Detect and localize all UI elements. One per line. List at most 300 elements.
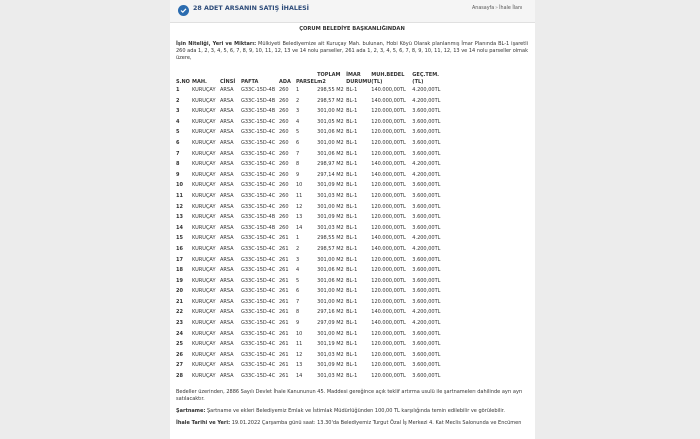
table-cell: 120.000,00TL <box>371 288 406 295</box>
table-cell: ARSA <box>220 288 234 295</box>
table-cell: ARSA <box>220 118 234 125</box>
column-header-line: ADA <box>279 78 291 85</box>
table-cell: 120.000,00TL <box>371 192 406 199</box>
table-cell: ARSA <box>220 235 234 242</box>
table-cell: KURUÇAY <box>192 267 216 274</box>
table-cell: 11 <box>296 192 303 199</box>
table-cell: 260 <box>279 87 289 93</box>
table-cell: KURUÇAY <box>192 129 216 136</box>
table-row <box>176 339 452 350</box>
table-cell: BL-1 <box>346 330 358 337</box>
table-cell: 140.000,00TL <box>371 235 406 242</box>
table-cell: 9 <box>296 171 300 178</box>
table-row <box>176 307 452 318</box>
table-cell: 9 <box>296 320 300 327</box>
table-row <box>176 233 452 244</box>
intro-text: Mülkiyeti Belediyemize ait Kuruçay Mah. bulunan, Hobi Köyü Olarak planlanmış İmar Planında BL-1 işaretli 260 ada 1, 2, 3, 4, 5, 6, 7, 8, 9, 10, 11, 12, 13 ve 14 nolu parseller, 261 ada 1, 2, 3, 4, 5, 6, 7, 8, 9, 10, 11, 12, 13 ve 14 nolu parseller olmak üzere, <box>176 41 528 61</box>
table-cell: 120.000,00TL <box>371 203 406 210</box>
column-header <box>176 72 192 85</box>
table-cell: BL-1 <box>346 320 358 327</box>
table-cell: KURUÇAY <box>192 320 216 327</box>
table-row <box>176 212 452 223</box>
table-cell: 140.000,00TL <box>371 171 406 178</box>
page-title: 28 ADET ARSANIN SATIŞ İHALESİ <box>193 5 310 12</box>
table-cell: 261 <box>279 298 289 305</box>
table-cell: 261 <box>279 362 289 369</box>
table-cell: 1 <box>176 87 180 93</box>
table-cell: 120.000,00TL <box>371 214 406 221</box>
table-cell: 3.600,00TL <box>412 267 441 274</box>
table-cell: 140.000,00TL <box>371 161 406 168</box>
announcement-footer <box>176 389 528 432</box>
table-cell: 3.600,00TL <box>412 288 441 295</box>
table-cell: ARSA <box>220 245 234 252</box>
table-row <box>176 170 452 181</box>
column-header <box>241 72 279 85</box>
table-cell: 3.600,00TL <box>412 298 441 305</box>
table-cell: 298,55 M2 <box>317 235 344 242</box>
column-header <box>220 72 241 85</box>
table-cell: 301,00 M2 <box>317 139 344 146</box>
table-cell: KURUÇAY <box>192 277 216 284</box>
table-cell: 120.000,00TL <box>371 224 406 231</box>
table-cell: KURUÇAY <box>192 171 216 178</box>
table-cell: 260 <box>279 192 289 199</box>
column-header <box>279 72 296 85</box>
table-row <box>176 96 452 107</box>
table-cell: 298,55 M2 <box>317 87 344 93</box>
table-cell: 261 <box>279 341 289 348</box>
column-header <box>317 72 346 85</box>
table-cell: 298,57 M2 <box>317 245 344 252</box>
table-cell: G33C-15D-4C <box>241 182 276 189</box>
spec-label: Şartname: <box>176 408 206 414</box>
table-cell: 261 <box>279 245 289 252</box>
table-cell: BL-1 <box>346 150 358 157</box>
table-cell: 14 <box>296 373 303 380</box>
table-cell: 260 <box>279 214 289 221</box>
table-cell: 8 <box>296 309 300 316</box>
table-cell: 24 <box>176 330 183 337</box>
table-row <box>176 297 452 308</box>
table-cell: BL-1 <box>346 245 358 252</box>
table-row <box>176 318 452 329</box>
table-cell: 301,05 M2 <box>317 118 344 125</box>
table-cell: 7 <box>176 150 180 157</box>
table-cell: KURUÇAY <box>192 97 216 104</box>
table-cell: ARSA <box>220 309 234 316</box>
table-cell: 140.000,00TL <box>371 309 406 316</box>
table-row <box>176 329 452 340</box>
table-cell: KURUÇAY <box>192 118 216 125</box>
table-cell: G33C-15D-4C <box>241 277 276 284</box>
table-cell: 16 <box>176 245 183 252</box>
table-cell: 28 <box>176 373 183 380</box>
table-cell: 21 <box>176 298 183 305</box>
table-cell: 120.000,00TL <box>371 150 406 157</box>
table-cell: 22 <box>176 309 183 316</box>
table-cell: 301,06 M2 <box>317 277 344 284</box>
table-row <box>176 85 452 96</box>
table-cell: G33C-15D-4C <box>241 192 276 199</box>
table-cell: BL-1 <box>346 309 358 316</box>
column-header-line: DURUMU <box>346 78 372 85</box>
table-cell: 13 <box>296 362 303 369</box>
breadcrumb-home-link[interactable]: Anasayfa <box>472 6 495 11</box>
table-cell: G33C-15D-4C <box>241 118 276 125</box>
table-row <box>176 244 452 255</box>
table-cell: 20 <box>176 288 183 295</box>
column-header-line: İMAR <box>346 72 361 78</box>
table-cell: BL-1 <box>346 203 358 210</box>
table-cell: G33C-15D-4C <box>241 139 276 146</box>
table-cell: 4 <box>296 118 300 125</box>
table-cell: G33C-15D-4C <box>241 309 276 316</box>
table-cell: KURUÇAY <box>192 362 216 369</box>
table-cell: 4.200,00TL <box>412 235 441 242</box>
column-header-line: m2 <box>317 78 326 85</box>
table-cell: KURUÇAY <box>192 108 216 115</box>
table-cell: 301,09 M2 <box>317 214 344 221</box>
table-cell: 3.600,00TL <box>412 192 441 199</box>
table-cell: KURUÇAY <box>192 298 216 305</box>
table-header-row <box>176 72 452 85</box>
table-cell: 140.000,00TL <box>371 97 406 104</box>
table-cell: ARSA <box>220 373 234 380</box>
table-cell: ARSA <box>220 139 234 146</box>
table-cell: G33C-15D-4C <box>241 203 276 210</box>
table-row <box>176 191 452 202</box>
table-cell: 301,09 M2 <box>317 182 344 189</box>
table-cell: BL-1 <box>346 171 358 178</box>
table-cell: 260 <box>279 161 289 168</box>
table-cell: 3.600,00TL <box>412 330 441 337</box>
table-row <box>176 127 452 138</box>
table-cell: 2 <box>296 245 300 252</box>
table-cell: BL-1 <box>346 288 358 295</box>
table-cell: KURUÇAY <box>192 139 216 146</box>
table-cell: ARSA <box>220 203 234 210</box>
column-header-line: MAH. <box>192 78 207 85</box>
announcement-icon <box>178 5 189 16</box>
table-cell: 260 <box>279 97 289 104</box>
table-cell: 26 <box>176 351 183 358</box>
table-cell: 12 <box>176 203 183 210</box>
table-cell: 120.000,00TL <box>371 362 406 369</box>
column-header-line: PARSEL <box>296 78 318 85</box>
table-cell: BL-1 <box>346 256 358 263</box>
table-cell: 140.000,00TL <box>371 320 406 327</box>
organization-heading: ÇORUM BELEDİYE BAŞKANLIĞINDAN <box>299 26 405 32</box>
table-cell: 4.200,00TL <box>412 171 441 178</box>
table-cell: 17 <box>176 256 183 263</box>
table-cell: 261 <box>279 330 289 337</box>
table-cell: G33C-15D-4B <box>241 87 276 93</box>
column-header <box>371 72 412 85</box>
table-cell: BL-1 <box>346 277 358 284</box>
table-cell: 261 <box>279 351 289 358</box>
table-cell: BL-1 <box>346 341 358 348</box>
table-cell: 10 <box>296 182 303 189</box>
table-cell: 301,03 M2 <box>317 192 344 199</box>
table-cell: 4.200,00TL <box>412 309 441 316</box>
table-cell: 12 <box>296 351 303 358</box>
table-cell: 3.600,00TL <box>412 341 441 348</box>
table-cell: 3.600,00TL <box>412 224 441 231</box>
breadcrumb-current[interactable]: İhale İlanı <box>499 6 523 11</box>
table-cell: 8 <box>176 161 180 168</box>
table-cell: 14 <box>296 224 303 231</box>
table-cell: BL-1 <box>346 224 358 231</box>
table-cell: 10 <box>176 182 183 189</box>
table-cell: 260 <box>279 139 289 146</box>
table-cell: 120.000,00TL <box>371 267 406 274</box>
table-cell: 140.000,00TL <box>371 87 406 93</box>
table-cell: BL-1 <box>346 161 358 168</box>
table-cell: 3.600,00TL <box>412 118 441 125</box>
table-cell: 301,19 M2 <box>317 341 344 348</box>
table-cell: 6 <box>296 139 300 146</box>
table-cell: 120.000,00TL <box>371 182 406 189</box>
table-body <box>176 85 452 382</box>
date-paragraph <box>176 420 528 427</box>
table-row <box>176 350 452 361</box>
table-cell: 260 <box>279 108 289 115</box>
table-cell: KURUÇAY <box>192 330 216 337</box>
table-cell: G33C-15D-4C <box>241 235 276 242</box>
table-cell: 120.000,00TL <box>371 351 406 358</box>
table-cell: BL-1 <box>346 298 358 305</box>
table-cell: 23 <box>176 320 183 327</box>
column-header-line: PAFTA <box>241 78 259 85</box>
announcement-body <box>176 25 528 62</box>
table-cell: 5 <box>296 129 300 136</box>
breadcrumb-separator: » <box>495 6 499 11</box>
table-cell: ARSA <box>220 214 234 221</box>
column-header-line: TOPLAM <box>317 72 341 78</box>
table-cell: 297,14 M2 <box>317 171 344 178</box>
table-cell: G33C-15D-4B <box>241 97 276 104</box>
table-cell: G33C-15D-4C <box>241 129 276 136</box>
table-cell: 8 <box>296 161 300 168</box>
table-cell: 261 <box>279 288 289 295</box>
table-cell: 18 <box>176 267 183 274</box>
table-cell: 301,00 M2 <box>317 330 344 337</box>
table-cell: 9 <box>176 171 180 178</box>
table-cell: 3.600,00TL <box>412 373 441 380</box>
table-cell: BL-1 <box>346 351 358 358</box>
column-header-line: (TL) <box>412 78 424 85</box>
table-cell: 6 <box>296 288 300 295</box>
table-cell: 5 <box>176 129 180 136</box>
table-cell: BL-1 <box>346 235 358 242</box>
table-row <box>176 371 452 382</box>
table-cell: 3.600,00TL <box>412 108 441 115</box>
table-row <box>176 276 452 287</box>
table-cell: 301,06 M2 <box>317 129 344 136</box>
table-cell: 261 <box>279 309 289 316</box>
table-cell: BL-1 <box>346 87 358 93</box>
table-cell: ARSA <box>220 256 234 263</box>
table-cell: G33C-15D-4C <box>241 330 276 337</box>
table-cell: BL-1 <box>346 267 358 274</box>
table-cell: 120.000,00TL <box>371 341 406 348</box>
table-cell: 301,09 M2 <box>317 362 344 369</box>
table-cell: 11 <box>176 192 183 199</box>
table-cell: 4.200,00TL <box>412 245 441 252</box>
table-cell: KURUÇAY <box>192 341 216 348</box>
column-header-line: S.NO <box>176 78 190 85</box>
table-cell: 261 <box>279 277 289 284</box>
table-cell: 27 <box>176 362 183 369</box>
table-cell: 261 <box>279 256 289 263</box>
date-text: 19.01.2022 Çarşamba günü saat: 13.30'da Belediyemiz Turgut Özal İş Merkezi 4. Kat Meclis Salonunda ve Encümen <box>230 420 522 426</box>
table-cell: 261 <box>279 373 289 380</box>
table-cell: 297,09 M2 <box>317 320 344 327</box>
table-cell: G33C-15D-4B <box>241 108 276 115</box>
table-cell: 260 <box>279 129 289 136</box>
breadcrumb <box>472 6 522 11</box>
table-cell: BL-1 <box>346 118 358 125</box>
column-header-line: MUH.BEDEL <box>371 72 405 78</box>
table-cell: 120.000,00TL <box>371 118 406 125</box>
table-cell: BL-1 <box>346 214 358 221</box>
table-cell: KURUÇAY <box>192 203 216 210</box>
table-cell: 301,06 M2 <box>317 267 344 274</box>
table-cell: G33C-15D-4C <box>241 245 276 252</box>
table-cell: KURUÇAY <box>192 288 216 295</box>
table-cell: KURUÇAY <box>192 224 216 231</box>
table-cell: 4.200,00TL <box>412 87 441 93</box>
table-cell: KURUÇAY <box>192 235 216 242</box>
column-header <box>412 72 452 85</box>
table-cell: 3.600,00TL <box>412 139 441 146</box>
table-cell: BL-1 <box>346 373 358 380</box>
table-cell: G33C-15D-4C <box>241 341 276 348</box>
table-cell: ARSA <box>220 97 234 104</box>
table-cell: ARSA <box>220 362 234 369</box>
table-cell: KURUÇAY <box>192 373 216 380</box>
table-cell: KURUÇAY <box>192 245 216 252</box>
table-cell: G33C-15D-4C <box>241 373 276 380</box>
table-cell: 261 <box>279 235 289 242</box>
table-row <box>176 265 452 276</box>
column-header <box>346 72 371 85</box>
spec-paragraph <box>176 408 528 415</box>
table-cell: 120.000,00TL <box>371 139 406 146</box>
date-label: İhale Tarihi ve Yeri: <box>176 420 231 426</box>
table-cell: 13 <box>176 214 183 221</box>
table-cell: 298,97 M2 <box>317 161 344 168</box>
table-cell: ARSA <box>220 192 234 199</box>
table-cell: ARSA <box>220 351 234 358</box>
table-cell: ARSA <box>220 150 234 157</box>
table-cell: G33C-15D-4C <box>241 171 276 178</box>
table-cell: ARSA <box>220 224 234 231</box>
table-cell: 3.600,00TL <box>412 129 441 136</box>
table-cell: 4.200,00TL <box>412 97 441 104</box>
column-header-line: CİNSİ <box>220 78 236 85</box>
law-paragraph: Bedeller üzerinden, 2886 Sayılı Devlet İhale Kanununun 45. Maddesi gereğince açık teklif artırma usulü ile şartnamelerı dahilinde ayrı ayrı satılacaktır. <box>176 389 523 402</box>
table-cell: G33C-15D-4B <box>241 224 276 231</box>
table-row <box>176 180 452 191</box>
table-cell: 3.600,00TL <box>412 203 441 210</box>
table-cell: 3.600,00TL <box>412 256 441 263</box>
table-row <box>176 138 452 149</box>
table-cell: 4 <box>176 118 180 125</box>
table-cell: ARSA <box>220 341 234 348</box>
table-row <box>176 360 452 371</box>
table-cell: 120.000,00TL <box>371 373 406 380</box>
table-cell: G33C-15D-4C <box>241 161 276 168</box>
table-cell: BL-1 <box>346 192 358 199</box>
table-cell: 301,06 M2 <box>317 150 344 157</box>
table-cell: 3.600,00TL <box>412 277 441 284</box>
table-cell: KURUÇAY <box>192 256 216 263</box>
table-cell: 260 <box>279 224 289 231</box>
table-cell: G33C-15D-4C <box>241 362 276 369</box>
table-row <box>176 223 452 234</box>
table-cell: G33C-15D-4C <box>241 150 276 157</box>
table-cell: 260 <box>279 203 289 210</box>
table-cell: ARSA <box>220 171 234 178</box>
table-cell: KURUÇAY <box>192 214 216 221</box>
table-cell: 297,16 M2 <box>317 309 344 316</box>
table-cell: 260 <box>279 182 289 189</box>
column-header-line: GEÇ.TEM. <box>412 72 440 78</box>
table-cell: 120.000,00TL <box>371 277 406 284</box>
intro-label: İşin Niteliği, Yeri ve Miktarı: <box>176 41 257 47</box>
table-cell: BL-1 <box>346 362 358 369</box>
table-cell: 301,03 M2 <box>317 373 344 380</box>
table-cell: G33C-15D-4C <box>241 267 276 274</box>
table-cell: 19 <box>176 277 183 284</box>
column-header-line: (TL) <box>371 78 383 85</box>
table-cell: 301,00 M2 <box>317 298 344 305</box>
table-cell: 260 <box>279 171 289 178</box>
table-cell: 260 <box>279 118 289 125</box>
table-cell: 4 <box>296 267 300 274</box>
table-cell: KURUÇAY <box>192 309 216 316</box>
table-cell: ARSA <box>220 267 234 274</box>
table-cell: ARSA <box>220 298 234 305</box>
table-cell: 7 <box>296 150 300 157</box>
table-cell: ARSA <box>220 320 234 327</box>
table-cell: KURUÇAY <box>192 87 216 93</box>
table-cell: G33C-15D-4C <box>241 288 276 295</box>
table-cell: BL-1 <box>346 97 358 104</box>
table-cell: KURUÇAY <box>192 161 216 168</box>
table-cell: BL-1 <box>346 182 358 189</box>
table-cell: 260 <box>279 150 289 157</box>
table-cell: 12 <box>296 203 303 210</box>
table-cell: G33C-15D-4C <box>241 351 276 358</box>
table-cell: 5 <box>296 277 300 284</box>
table-cell: ARSA <box>220 87 234 93</box>
table-row <box>176 117 452 128</box>
table-cell: 301,00 M2 <box>317 256 344 263</box>
table-cell: 140.000,00TL <box>371 245 406 252</box>
table-cell: ARSA <box>220 182 234 189</box>
table-cell: 3.600,00TL <box>412 214 441 221</box>
table-cell: 120.000,00TL <box>371 330 406 337</box>
table-row <box>176 149 452 160</box>
table-cell: 120.000,00TL <box>371 129 406 136</box>
table-cell: 2 <box>176 97 180 104</box>
spec-text: Şartname ve ekleri Belediyemiz Emlak ve İstimlak Müdürlüğünden 100,00 TL karşılığında temin edilebilir ve görülebilir. <box>205 408 505 414</box>
table-cell: G33C-15D-4C <box>241 256 276 263</box>
table-row <box>176 106 452 117</box>
